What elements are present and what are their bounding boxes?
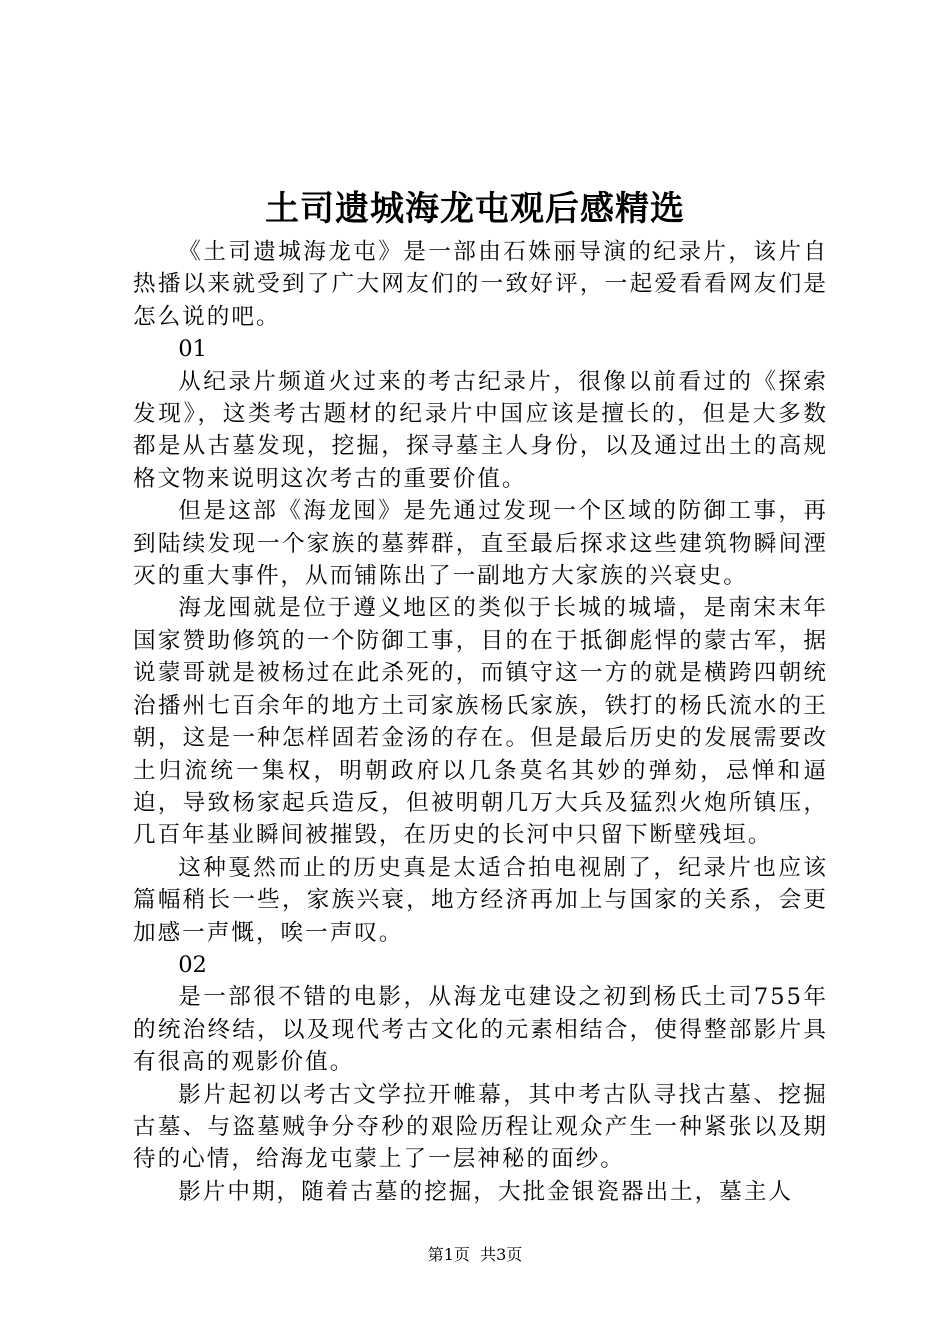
paragraph: 影片起初以考古文学拉开帷幕，其中考古队寻找古墓、挖掘古墓、与盗墓贼争分夺秒的艰险历程让观众产生一种紧张以及期待的心情，给海龙屯蒙上了一层神秘的面纱。 xyxy=(133,1081,828,1173)
paragraph: 是一部很不错的电影，从海龙屯建设之初到杨氏土司755年的统治终结，以及现代考古文化的元素相结合，使得整部影片具有很高的观影价值。 xyxy=(133,984,828,1076)
document-body xyxy=(133,236,828,1208)
paragraph: 但是这部《海龙囤》是先通过发现一个区域的防御工事，再到陆续发现一个家族的墓葬群，直至最后探求这些建筑物瞬间湮灭的重大事件，从而铺陈出了一副地方大家族的兴衰史。 xyxy=(133,498,828,590)
section-number: 02 xyxy=(178,951,207,978)
paragraph: 这种戛然而止的历史真是太适合拍电视剧了，纪录片也应该篇幅稍长一些，家族兴衰，地方经济再加上与国家的关系，会更加感一声慨，唉一声叹。 xyxy=(133,854,828,946)
page-footer: 第1页 共3页 xyxy=(427,1245,523,1264)
paragraph: 《土司遗城海龙屯》是一部由石姝丽导演的纪录片，该片自热播以来就受到了广大网友们的一致好评，一起爱看看网友们是怎么说的吧。 xyxy=(133,239,828,330)
paragraph: 影片中期，随着古墓的挖掘，大批金银瓷器出土，墓主人 xyxy=(178,1178,794,1205)
paragraph: 海龙囤就是位于遵义地区的类似于长城的城墙，是南宋末年国家赞助修筑的一个防御工事，目的在于抵御彪悍的蒙古军，据说蒙哥就是被杨过在此杀死的，而镇守这一方的就是横跨四朝统治播州七百余年的地方土司家族杨氏家族，铁打的杨氏流水的王朝，这是一种怎样固若金汤的存在。但是最后历史的发展需要改土归流统一集权，明朝政府以几条莫名其妙的弹劾，忌惮和逼迫，导致杨家起兵造反，但被明朝几万大兵及猛烈火炮所镇压，几百年基业瞬间被摧毁，在历史的长河中只留下断壁残垣。 xyxy=(133,595,828,849)
document-title: 土司遗城海龙屯观后感精选 xyxy=(265,189,685,229)
paragraph: 从纪录片频道火过来的考古纪录片，很像以前看过的《探索发现》，这类考古题材的纪录片中国应该是擅长的，但是大多数都是从古墓发现，挖掘，探寻墓主人身份，以及通过出土的高规格文物来说明这次考古的重要价值。 xyxy=(133,368,828,492)
section-number: 01 xyxy=(178,336,207,363)
